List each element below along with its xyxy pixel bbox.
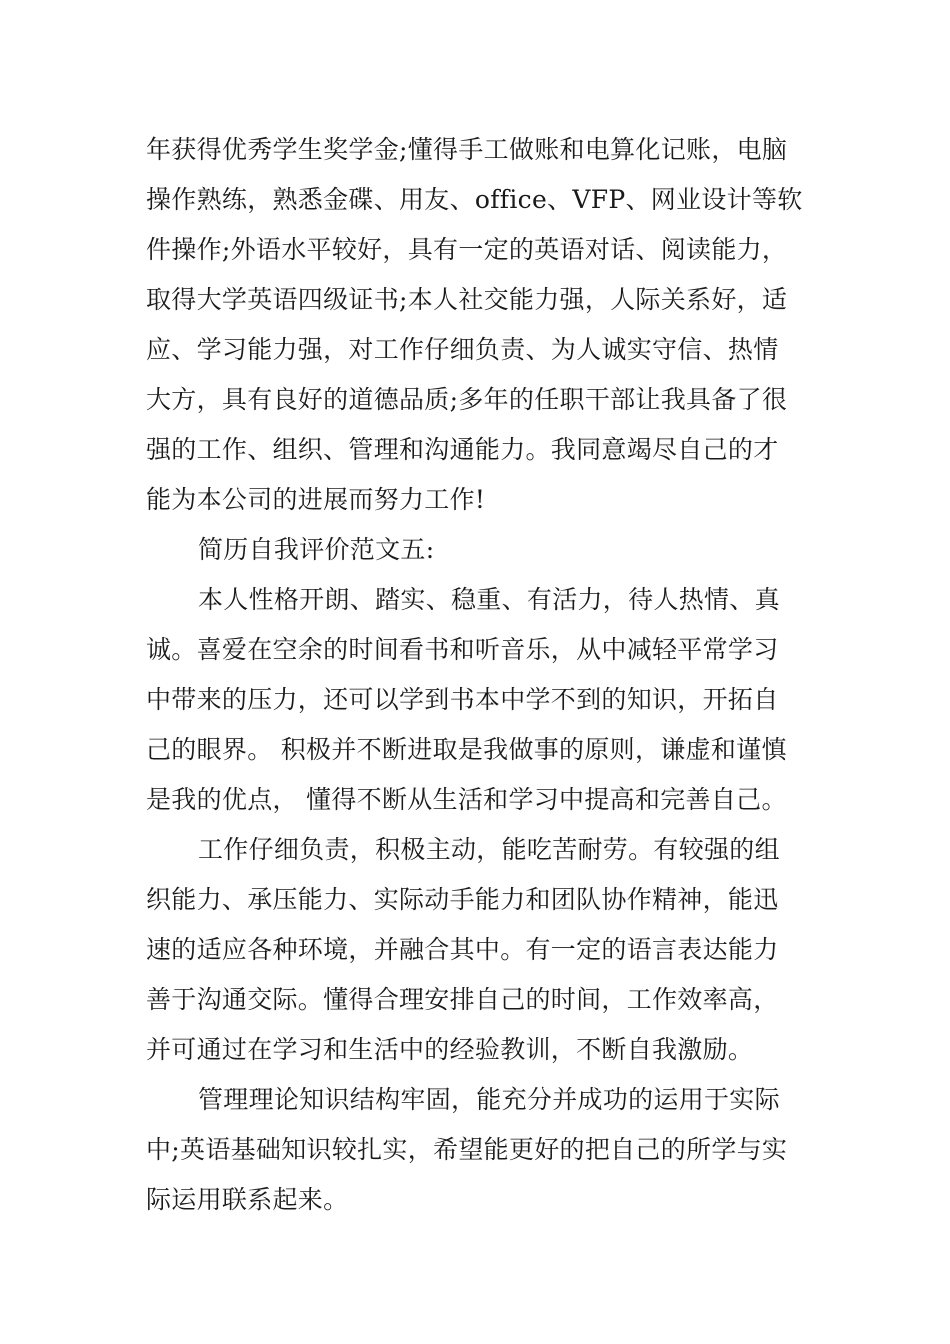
text-line: 诚。喜爱在空余的时间看书和听音乐，从中减轻平常学习 (146, 635, 779, 664)
text-line: 善于沟通交际。懂得合理安排自己的时间，工作效率高， (146, 985, 779, 1014)
text-line: 能为本公司的进展而努力工作! (146, 485, 486, 514)
text-line: 管理理论知识结构牢固，能充分并成功的运用于实际 (198, 1085, 780, 1114)
text-line: 中;英语基础知识较扎实，希望能更好的把自己的所学与实 (146, 1135, 788, 1164)
text-line: 件操作;外语水平较好，具有一定的英语对话、阅读能力， (146, 235, 788, 264)
text-line: 织能力、承压能力、实际动手能力和团队协作精神，能迅 (146, 885, 779, 914)
text-line: 中带来的压力，还可以学到书本中学不到的知识，开拓自 (146, 685, 779, 714)
text-line: 工作仔细负责，积极主动，能吃苦耐劳。有较强的组 (198, 835, 780, 864)
text-line: 年获得优秀学生奖学金;懂得手工做账和电算化记账，电脑 (146, 135, 788, 164)
text-line: 本人性格开朗、踏实、稳重、有活力，待人热情、真 (198, 585, 780, 614)
text-line: 速的适应各种环境，并融合其中。有一定的语言表达能力 (146, 935, 779, 964)
text-line: 操作熟练，熟悉金碟、用友、office、VFP、网业设计等软 (146, 185, 803, 214)
text-line: 强的工作、组织、管理和沟通能力。我同意竭尽自己的才 (146, 435, 779, 464)
text-line: 大方，具有良好的道德品质;多年的任职干部让我具备了很 (146, 385, 788, 414)
text-line: 是我的优点， 懂得不断从生活和学习中提高和完善自己。 (146, 785, 787, 814)
section-heading: 简历自我评价范文五: (198, 535, 435, 564)
text-line: 际运用联系起来。 (146, 1185, 349, 1214)
text-line: 应、学习能力强，对工作仔细负责、为人诚实守信、热情 (146, 335, 779, 364)
text-line: 取得大学英语四级证书;本人社交能力强，人际关系好，适 (146, 285, 788, 314)
text-line: 己的眼界。 积极并不断进取是我做事的原则，谦虚和谨慎 (146, 735, 787, 764)
text-line: 并可通过在学习和生活中的经验教训，不断自我激励。 (146, 1035, 754, 1064)
